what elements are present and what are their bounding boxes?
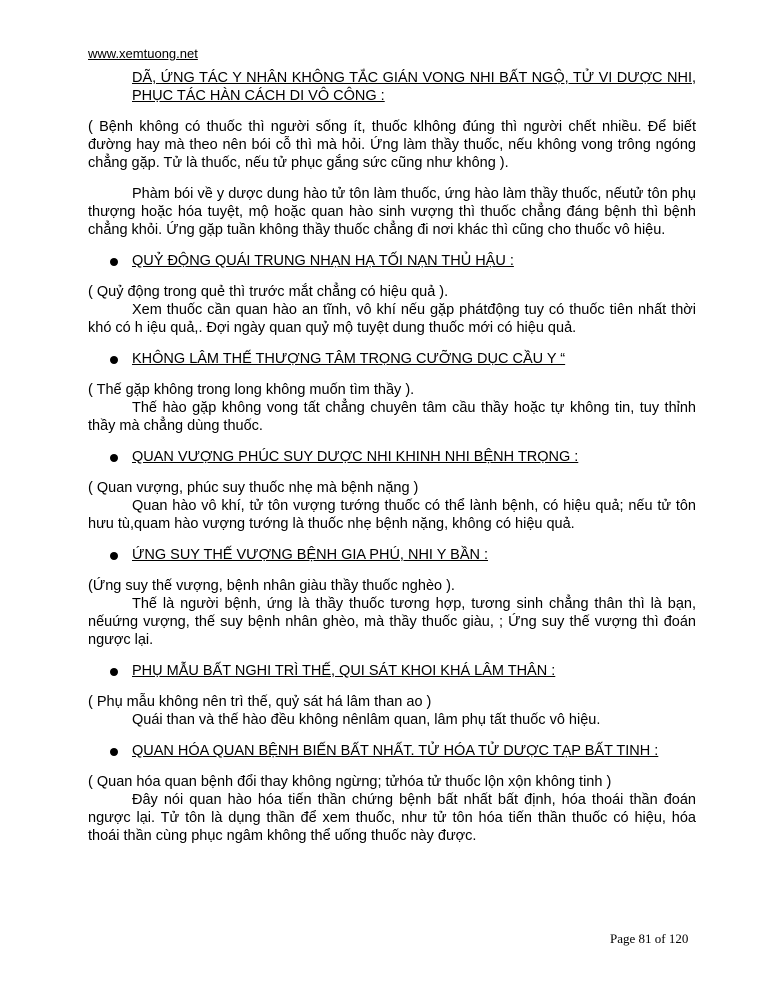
section-paragraph: Quái than và thế hào đều không nênlâm quan, lâm phụ tất thuốc vô hiệu.	[132, 712, 601, 728]
section-paragraph: ( Phụ mẫu không nên trì thế, quỷ sát há lâm than ao )	[88, 694, 432, 710]
section-heading	[110, 546, 696, 564]
page-number: Page 81 of 120	[610, 931, 689, 946]
bullet-icon	[110, 552, 118, 560]
section-paragraph: Thế là người bệnh, ứng là thầy thuốc tương hợp, tương sinh chẳng thân thì là bạn, nếuứng vượng, thế suy bệnh nhân ghèo, mà thầy thuốc giàu, ; Ứng suy thế vượng thì đoán ngược lại.	[88, 596, 696, 648]
section-heading	[110, 448, 696, 466]
section-heading	[110, 350, 696, 368]
section-paragraph: Thế hào gặp không vong tất chẳng chuyên tâm cầu thầy hoặc tự không tin, tuy thỉnh thầy mà chẳng dùng thuốc.	[88, 400, 696, 434]
bullet-icon	[110, 356, 118, 364]
section-paragraph: Đây nói quan hào hóa tiến thần chứng bệnh bất nhất bất định, hóa thoái thần đoán ngược lại. Tử tôn là dụng thần để xem thuốc, như tử tôn hóa tiến thần thuốc có hiệu, hóa thoái thần cùng phục ngâm không thể uống thuốc này được.	[88, 792, 696, 844]
bullet-icon	[110, 748, 118, 756]
section-heading	[110, 662, 696, 680]
bullet-icon	[110, 668, 118, 676]
page-content	[88, 69, 696, 845]
section-title: KHÔNG LÂM THẾ THƯỢNG TÂM TRỌNG CƯỠNG DỤC CẦU Y “	[132, 351, 566, 367]
section-title: ỨNG SUY THẾ VƯỢNG BỆNH GIA PHÚ, NHI Y BẦN :	[132, 547, 489, 563]
section-title: PHỤ MẪU BẤT NGHI TRÌ THẾ, QUI SÁT KHOI KHÁ LÂM THÂN :	[132, 663, 556, 679]
top-heading: DÃ, ỨNG TÁC Y NHÂN KHÔNG TẮC GIÁN VONG NHI BẤT NGỘ, TỬ VI DƯỢC NHI, PHỤC TÁC HÀN CÁCH DI VÔ CÔNG :	[132, 70, 696, 104]
section-paragraph: ( Quỷ động trong quẻ thì trước mắt chẳng có hiệu quả ).	[88, 284, 449, 300]
intro-paragraph-2: Phàm bói về y dược dung hào tử tôn làm thuốc, ứng hào làm thầy thuốc, nếutử tôn phụ thượng hoặc hóa tuyệt, mộ hoặc quan hào sinh vượng thì thuốc chẳng đáng bệnh thì bệnh chẳng khỏi. Ứng gặp tuần không thầy thuốc chẳng đi nơi khác thì cũng cho thuốc vô hiệu.	[88, 186, 696, 238]
bullet-icon	[110, 258, 118, 266]
section-paragraph: ( Quan hóa quan bệnh đổi thay không ngừng; tửhóa tử thuốc lộn xộn không tinh )	[88, 774, 612, 790]
section-heading	[110, 252, 696, 270]
section-paragraph: Xem thuốc cần quan hào an tĩnh, vô khí nếu gặp phátđộng tuy có thuốc tiên nhất thời khó có h iệu quả,. Đợi ngày quan quỷ mộ tuyệt dung thuốc mới có hiệu quả.	[88, 302, 696, 336]
section-paragraph: Quan hào vô khí, tử tôn vượng tướng thuốc có thể lành bệnh, có hiệu quả; nếu tử tôn hưu tù,quam hào vượng tướng là thuốc nhẹ bệnh nặng, không có hiệu quả.	[88, 498, 696, 532]
section-title: QUAN HÓA QUAN BỆNH BIẾN BẤT NHẤT. TỬ HÓA TỬ DƯỢC TẠP BẤT TINH :	[132, 743, 659, 759]
section-title: QUỶ ĐỘNG QUÁI TRUNG NHẠN HẠ TỐI NẠN THỦ HẬU :	[132, 253, 514, 269]
section-title: QUAN VƯỢNG PHÚC SUY DƯỢC NHI KHINH NHI BỆNH TRỌNG :	[132, 449, 579, 465]
intro-paragraph-1: ( Bệnh không có thuốc thì người sống ít, thuốc klhông đúng thì người chết nhiều. Để biết đường hay mà theo nên bói cỗ thì mà hỏi. Ứng làm thầy thuốc, nếu không vong trông ngóng chẳng gặp. Tử là thuốc, nếu tử phục gắng sức cũng như không ).	[88, 119, 696, 171]
section-heading	[110, 742, 696, 760]
bullet-icon	[110, 454, 118, 462]
site-url[interactable]: www.xemtuong.net	[88, 46, 198, 61]
section-paragraph: ( Thế gặp không trong long không muốn tìm thầy ).	[88, 382, 415, 398]
section-paragraph: ( Quan vượng, phúc suy thuốc nhẹ mà bệnh nặng )	[88, 480, 419, 496]
section-paragraph: (Ứng suy thế vượng, bệnh nhân giàu thầy thuốc nghèo ).	[88, 578, 455, 594]
